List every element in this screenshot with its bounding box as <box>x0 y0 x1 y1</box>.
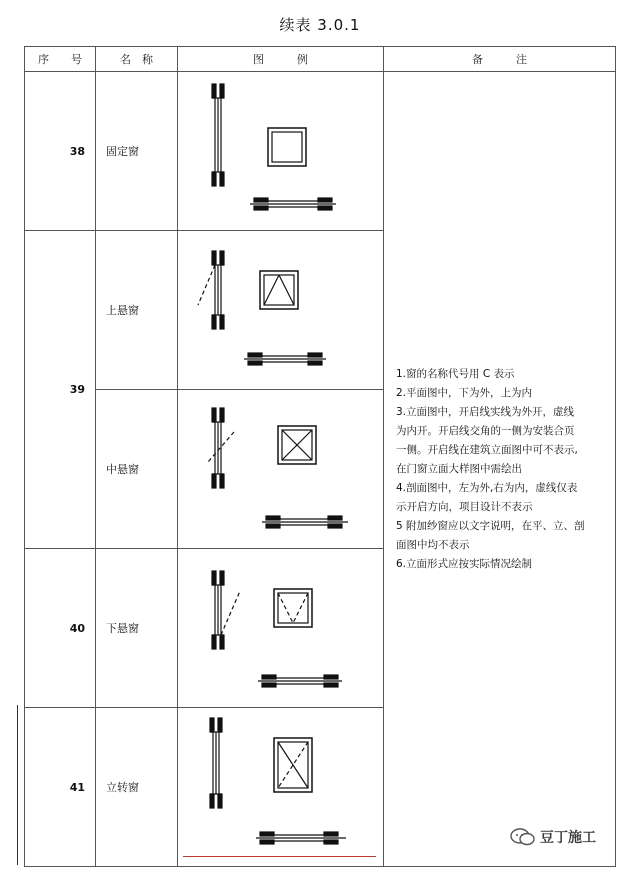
row-number: 40 <box>25 549 96 708</box>
header-no: 序 号 <box>25 47 96 72</box>
note-line: 一侧。开启线在建筑立面图中可不表示, <box>396 443 578 456</box>
row-name: 上悬窗 <box>96 231 178 390</box>
watermark-text: 豆丁施工 <box>540 830 596 846</box>
row-name: 下悬窗 <box>96 549 178 708</box>
row-number: 38 <box>25 72 96 231</box>
row-name: 立转窗 <box>96 708 178 867</box>
row-number: 41 <box>25 708 96 867</box>
row-name: 中悬窗 <box>96 390 178 549</box>
red-underline <box>183 856 376 857</box>
fixed-window-drawing <box>178 72 384 230</box>
note-line: 4.剖面图中，左为外,右为内，虚线仅表 <box>396 481 578 494</box>
center-pivot-window-drawing <box>178 390 384 548</box>
legend-figure-fixed <box>178 72 384 231</box>
legend-figure-center-pivot <box>178 390 384 549</box>
bottom-hung-window-drawing <box>178 549 384 707</box>
note-line: 1.窗的名称代号用 C 表示 <box>396 367 515 380</box>
note-line: 2.平面图中，下为外，上为内 <box>396 386 533 399</box>
margin-line <box>17 705 18 865</box>
header-legend: 图 例 <box>178 47 384 72</box>
note-line: 5 附加纱窗应以文字说明，在平、立、剖 <box>396 519 585 532</box>
legend-figure-top-hung <box>178 231 384 390</box>
header-name: 名 称 <box>96 47 178 72</box>
note-line: 3.立面图中，开启线实线为外开，虚线 <box>396 405 575 418</box>
watermark <box>510 822 596 852</box>
note-line: 为内开。开启线交角的一侧为安装合页 <box>396 424 575 437</box>
note-line: 示开启方向，项目设计不表示 <box>396 500 533 513</box>
note-line: 在门窗立面大样图中需绘出 <box>396 462 522 475</box>
chat-bubble-icon <box>510 827 536 847</box>
table-row <box>25 72 616 231</box>
page-title: 续表 3.0.1 <box>279 16 361 34</box>
row-number: 39 <box>25 231 96 549</box>
row-name: 固定窗 <box>96 72 178 231</box>
note-line: 6.立面形式应按实际情况绘制 <box>396 557 533 570</box>
vertical-pivot-window-drawing <box>178 708 384 866</box>
header-notes: 备 注 <box>384 47 616 72</box>
table-header-row <box>25 47 616 72</box>
notes-cell <box>384 72 616 867</box>
note-line: 面图中均不表示 <box>396 538 470 551</box>
top-hung-window-drawing <box>178 231 384 389</box>
window-legend-table <box>24 46 616 867</box>
legend-figure-bottom-hung <box>178 549 384 708</box>
legend-figure-vertical-pivot <box>178 708 384 867</box>
